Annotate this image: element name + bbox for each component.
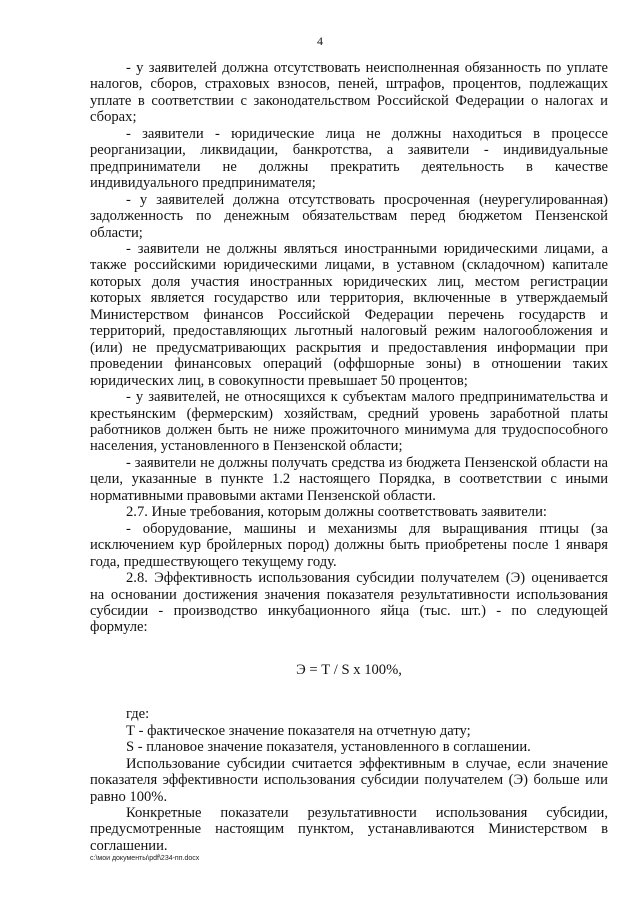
paragraph-t-definition: Т - фактическое значение показателя на отчетную дату; xyxy=(126,722,471,739)
paragraph-foreign-entities: - заявители не должны являться иностранными юридическими лицами, а также российскими юридическими лицами, в уставном (складочном) капитале которых доля участия иностранных юридических лиц, местом регистрации которых является государство или территория, включенные в утверждаемый Министерством финансов Российской Федерации перечень государств и территорий, предоставляющих льготный налоговый режим налогообложения и (или) не предусматривающих раскрытия и предоставления информации при проведении финансовых операций (оффшорные зоны) в отношении таких юридических лиц, в совокупности превышает 50 процентов; xyxy=(90,240,608,389)
paragraph-s-definition: S - плановое значение показателя, установленного в соглашении. xyxy=(126,739,531,756)
file-path-footer: c:\мои документы\pdf\234-пп.docx xyxy=(90,855,200,862)
paragraph-2-7-heading: 2.7. Иные требования, которым должны соответствовать заявители: xyxy=(126,504,547,521)
paragraph-efficiency-condition: Использование субсидии считается эффективным в случае, если значение показателя эффективности использования субсидии получателем (Э) больше или равно 100%. xyxy=(90,755,608,805)
paragraph-other-funds: - заявители не должны получать средства из бюджета Пензенской области на цели, указанные в пункте 1.2 настоящего Порядка, в соответствии с иными нормативными правовыми актами Пензенской области. xyxy=(90,454,608,504)
page-number: 4 xyxy=(317,34,323,48)
paragraph-specific-indicators: Конкретные показатели результативности использования субсидии, предусмотренные настоящим пунктом, устанавливаются Министерством в соглашении. xyxy=(90,805,608,854)
paragraph-reorganization: - заявители - юридические лица не должны находиться в процессе реорганизации, ликвидации, банкротства, а заявители - индивидуальные предприниматели не должны прекратить деятельность в качестве индивидуального предпринимателя; xyxy=(90,125,608,192)
efficiency-formula: Э = Т / S х 100%, xyxy=(296,661,402,678)
document-body xyxy=(90,60,608,854)
paragraph-wage-level: - у заявителей, не относящихся к субъектам малого предпринимательства и крестьянским (фермерским) хозяйствам, средний уровень заработной платы работников должен быть не ниже прожиточного минимума для трудоспособного населения, установленного в Пензенской области; xyxy=(90,389,608,455)
paragraph-equipment: - оборудование, машины и механизмы для выращивания птицы (за исключением кур бройлерных пород) должны быть приобретены после 1 января года, предшествующего текущему году. xyxy=(90,520,608,570)
paragraph-tax-obligation: - у заявителей должна отсутствовать неисполненная обязанность по уплате налогов, сборов, страховых взносов, пеней, штрафов, процентов, подлежащих уплате в соответствии с законодательством Российской Федерации о налогах и сборах; xyxy=(90,60,608,126)
paragraph-where: где: xyxy=(126,706,150,723)
paragraph-2-8-efficiency: 2.8. Эффективность использования субсидии получателем (Э) оценивается на основании достижения значения показателя результативности использования субсидии - производство инкубационного яйца (тыс. шт.) - по следующей формуле: xyxy=(90,570,608,636)
paragraph-overdue-debt: - у заявителей должна отсутствовать просроченная (неурегулированная) задолженность по денежным обязательствам перед бюджетом Пензенской области; xyxy=(90,191,608,241)
